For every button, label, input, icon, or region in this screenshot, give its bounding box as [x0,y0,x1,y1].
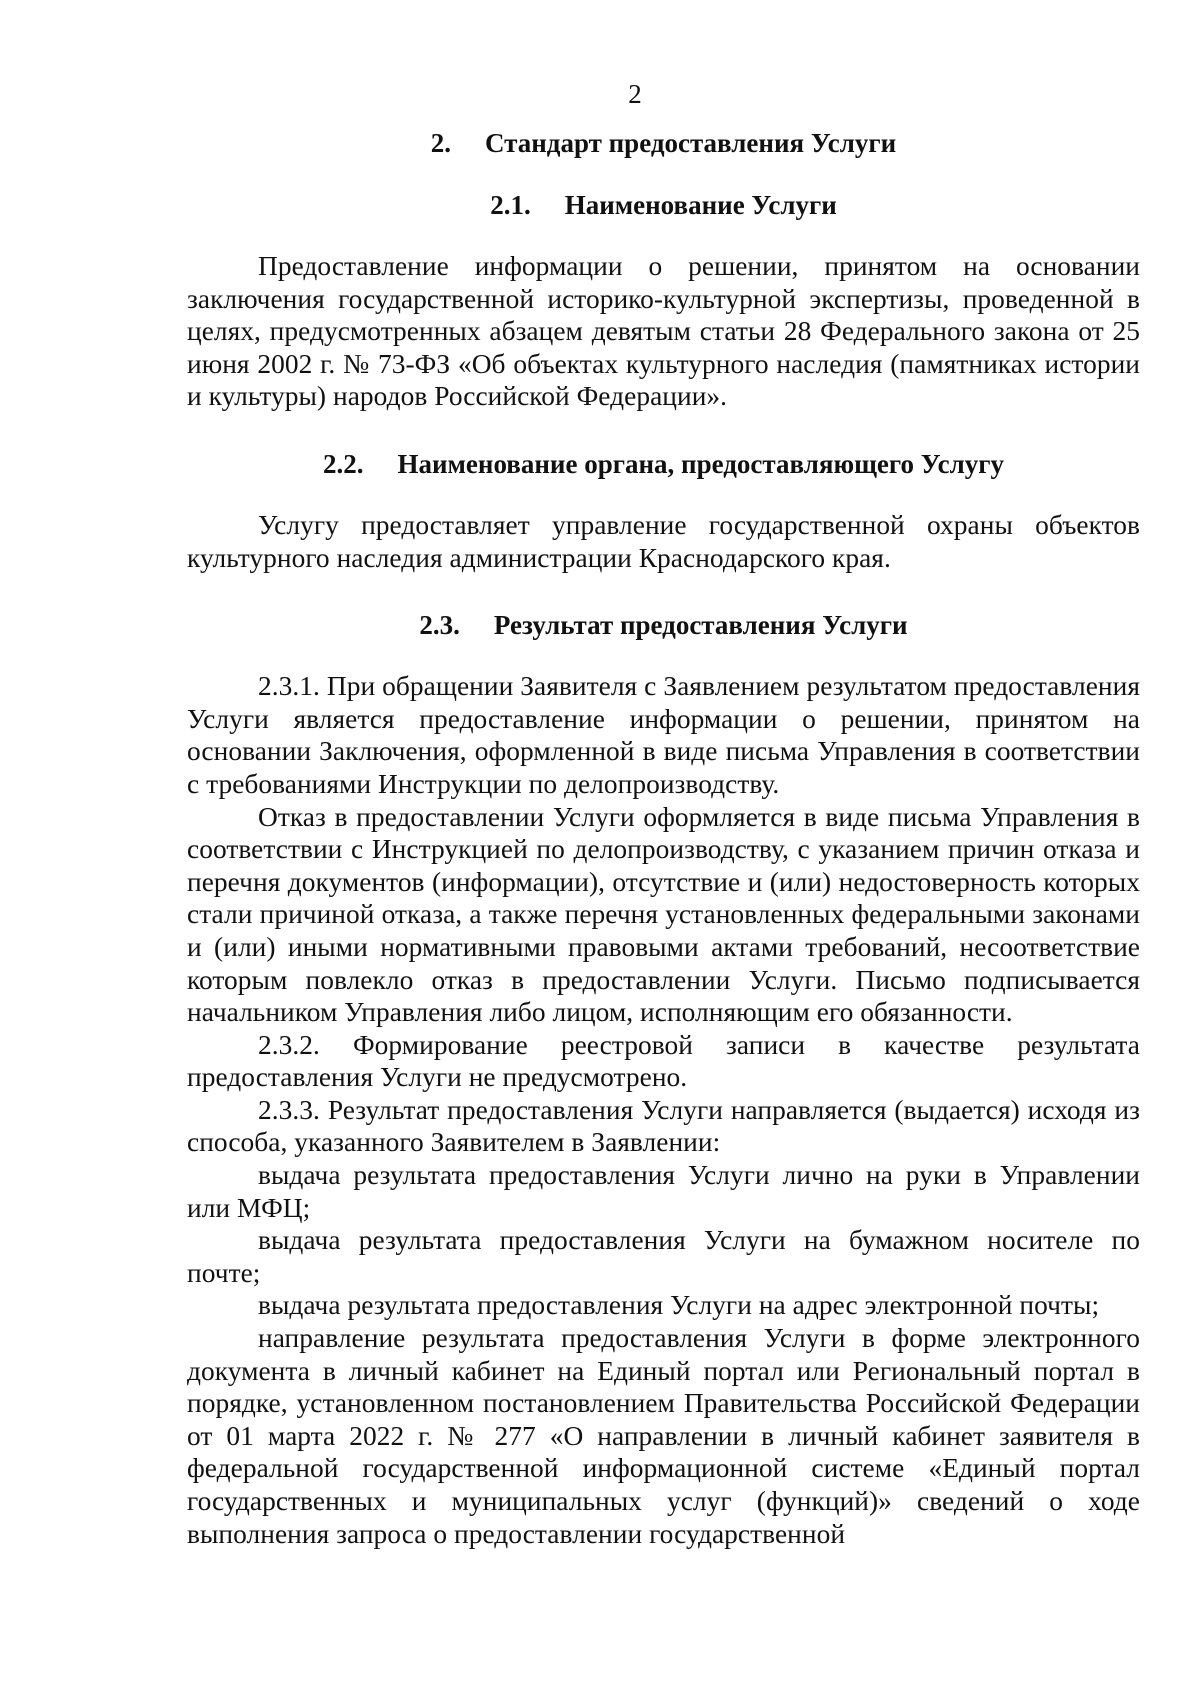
subsection-number: 2.1. [490,190,531,220]
page-number: 2 [628,79,642,109]
subsection-body-2-2 [187,509,1140,574]
subsection-heading-2-1 [187,188,1140,222]
list-item-by-post: выдача результата предоставления Услуги на бумажном носителе по почте; [187,1225,1140,1288]
section-title: Стандарт предоставления Услуги [485,128,897,158]
list-item-by-email: выдача результата предоставления Услуги на адрес электронной почты; [258,1290,1100,1321]
subsection-title: Наименование органа, предоставляющего Услугу [397,448,1005,479]
paragraph: Предоставление информации о решении, принятом на основании заключения государственной историко-культурной экспертизы, проведенной в целях, предусмотренных абзацем девятым статьи 28 Федерального закона от 25 июня 2002 г. № 73-ФЗ «Об объектах культурного наследия (памятниках истории и культуры) народов Российской Федерации». [187,251,1140,412]
section-heading [187,126,1140,160]
subsection-body-2-1 [187,250,1140,413]
subsection-title: Результат предоставления Услуги [493,610,908,641]
paragraph: Услугу предоставляет управление государственной охраны объектов культурного наследия администрации Краснодарского края. [187,509,1140,573]
subsection-number: 2.3. [419,610,460,641]
subsection-title: Наименование Услуги [564,190,837,220]
paragraph-2-3-2: 2.3.2. Формирование реестровой записи в качестве результата предоставления Услуги не предусмотрено. [187,1029,1140,1093]
list-item-in-person: выдача результата предоставления Услуги лично на руки в Управлении или МФЦ; [187,1160,1140,1223]
subsection-heading-2-3 [187,608,1140,642]
subsection-number: 2.2. [322,448,364,479]
paragraph-refusal: Отказ в предоставлении Услуги оформляется в виде письма Управления в соответствии с Инструкцией по делопроизводству, с указанием причин отказа и перечня документов (информации), отсутствие и (или) недостоверность которых стали причиной отказа, а также перечня установленных федеральными законами и (или) иными нормативными правовыми актами требований, несоответствие которым повлекло отказ в предоставлении Услуги. Письмо подписывается начальником Управления либо лицом, исполняющим его обязанности. [187,801,1140,1028]
subsection-body-2-3 [187,670,1140,1550]
paragraph-2-3-1: 2.3.1. При обращении Заявителя с Заявлением результатом предоставления Услуги является предоставление информации о решении, принятом на основании Заключения, оформленной в виде письма Управления в соответствии с требованиями Инструкции по делопроизводству. [187,671,1140,799]
list-item-personal-account: направление результата предоставления Услуги в форме электронного документа в личный кабинет на Единый портал или Региональный портал в порядке, установленном постановлением Правительства Российской Федерации от 01 марта 2022 г. № 277 «О направлении в личный кабинет заявителя в федеральной государственной информационной системе «Единый портал государственных и муниципальных услуг (функций)» сведений о ходе выполнения запроса о предоставлении государственной [187,1323,1140,1549]
paragraph-2-3-3: 2.3.3. Результат предоставления Услуги направляется (выдается) исходя из способа, указанного Заявителем в Заявлении: [187,1094,1140,1158]
subsection-heading-2-2 [187,447,1140,481]
document-content [187,114,1140,1550]
section-number: 2. [430,128,451,158]
